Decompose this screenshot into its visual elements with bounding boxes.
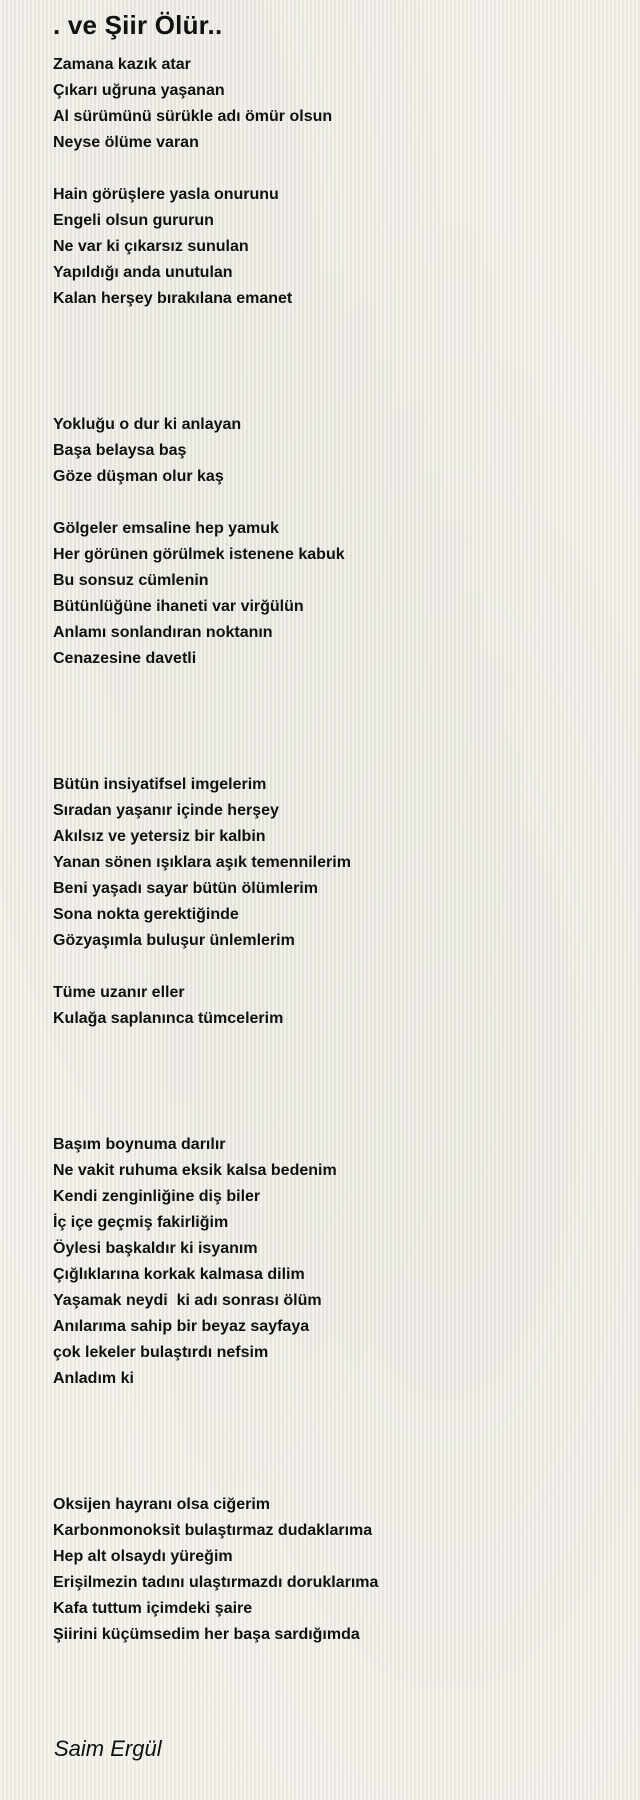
poem-line: Yapıldığı anda unutulan: [53, 264, 233, 281]
poem-body: [53, 52, 613, 1648]
poem-line: Başa belaysa baş: [53, 442, 187, 459]
poem-line: Yokluğu o dur ki anlayan: [53, 416, 242, 433]
poem-line: Göze düşman olur kaş: [53, 468, 224, 485]
stanza-1: [53, 52, 613, 156]
poem-line: Her görünen görülmek istenene kabuk: [53, 546, 345, 563]
stanza-gap: [53, 490, 613, 516]
poem-line: Anılarıma sahip bir beyaz sayfaya: [53, 1318, 310, 1335]
poem-line: Karbonmonoksit bulaştırmaz dudaklarıma: [53, 1522, 373, 1539]
poem-line: Ne var ki çıkarsız sunulan: [53, 238, 249, 255]
poem-line: Gölgeler emsaline hep yamuk: [53, 520, 279, 537]
poem-title: . ve Şiir Ölür..: [53, 10, 223, 40]
poem-line: Başım boynuma darılır: [53, 1136, 226, 1153]
poem-line: Beni yaşadı sayar bütün ölümlerim: [53, 880, 318, 897]
stanza-2: [53, 182, 613, 312]
stanza-8: [53, 1492, 613, 1648]
poem-line: Kalan herşey bırakılana emanet: [53, 290, 293, 307]
poem-line: çok lekeler bulaştırdı nefsim: [53, 1344, 269, 1361]
stanza-gap: [53, 954, 613, 980]
poem-line: Tüme uzanır eller: [53, 984, 185, 1001]
poem-line: İç içe geçmiş fakirliğim: [53, 1214, 229, 1231]
poem-line: Yanan sönen ışıklara aşık temennilerim: [53, 854, 351, 871]
poem-line: Bu sonsuz cümlenin: [53, 572, 209, 589]
poem-line: Erişilmezin tadını ulaştırmazdı doruklarıma: [53, 1574, 379, 1591]
section-gap: [53, 1032, 613, 1132]
stanza-7: [53, 1132, 613, 1392]
stanza-5: [53, 772, 613, 954]
poem-line: Gözyaşımla buluşur ünlemlerim: [53, 932, 295, 949]
poem-line: Kendi zenginliğine diş biler: [53, 1188, 261, 1205]
poem-line: Hain görüşlere yasla onurunu: [53, 186, 279, 203]
poem-line: Akılsız ve yetersiz bir kalbin: [53, 828, 266, 845]
poem-line: Bütünlüğüne ihaneti var virğülün: [53, 598, 304, 615]
stanza-3: [53, 412, 613, 490]
poem-line: Neyse ölüme varan: [53, 134, 199, 151]
section-gap: [53, 312, 613, 412]
poem-line: Çıkarı uğruna yaşanan: [53, 82, 225, 99]
stanza-gap: [53, 156, 613, 182]
poem-line: Engeli olsun gururun: [53, 212, 214, 229]
poem-line: Oksijen hayranı olsa ciğerim: [53, 1496, 270, 1513]
poem-line: Kafa tuttum içimdeki şaire: [53, 1600, 253, 1617]
section-gap: [53, 1392, 613, 1492]
poem-line: Anladım ki: [53, 1370, 134, 1387]
poem-line: Sona nokta gerektiğinde: [53, 906, 239, 923]
poem-line: Cenazesine davetli: [53, 650, 197, 667]
poem-author[interactable]: Saim Ergül: [54, 1736, 162, 1761]
poem-line: Hep alt olsaydı yüreğim: [53, 1548, 233, 1565]
poem-line: Sıradan yaşanır içinde herşey: [53, 802, 279, 819]
stanza-4: [53, 516, 613, 672]
poem-line: Yaşamak neydi ki adı sonrası ölüm: [53, 1292, 322, 1309]
poem-line: Al sürümünü sürükle adı ömür olsun: [53, 108, 333, 125]
poem-line: Şiirini küçümsedim her başa sardığımda: [53, 1626, 360, 1643]
poem-line: Kulağa saplanınca tümcelerim: [53, 1010, 284, 1027]
poem-line: Çığlıklarına korkak kalmasa dilim: [53, 1266, 305, 1283]
section-gap: [53, 672, 613, 772]
poem-line: Zamana kazık atar: [53, 56, 191, 73]
poem-line: Anlamı sonlandıran noktanın: [53, 624, 273, 641]
poem-line: Bütün insiyatifsel imgelerim: [53, 776, 267, 793]
poem-line: Ne vakit ruhuma eksik kalsa bedenim: [53, 1162, 337, 1179]
poem-line: Öylesi başkaldır ki isyanım: [53, 1240, 258, 1257]
stanza-6: [53, 980, 613, 1032]
